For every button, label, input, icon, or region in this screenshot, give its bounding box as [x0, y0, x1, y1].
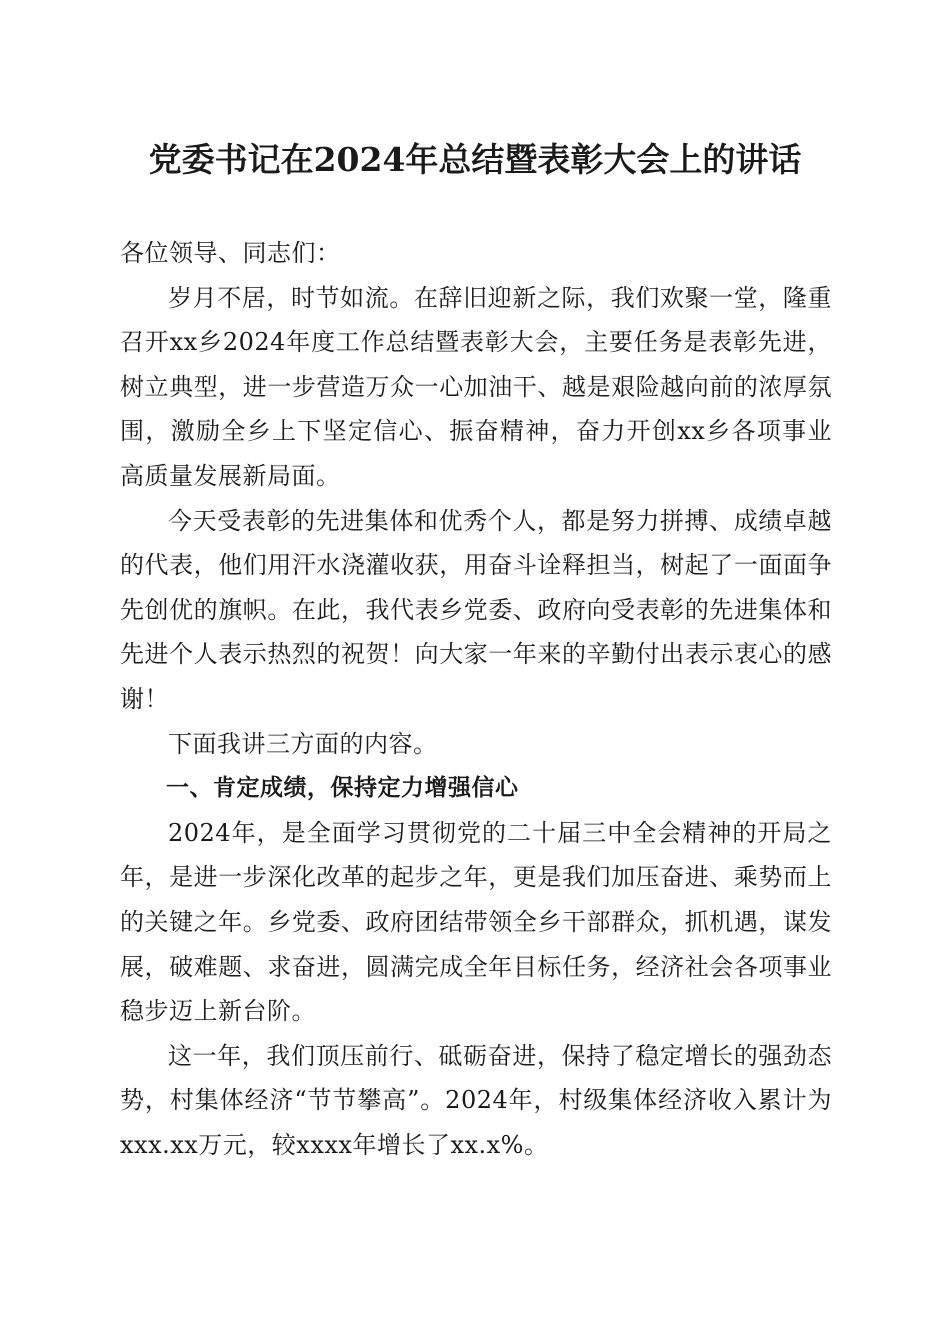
document-body	[120, 231, 832, 1167]
paragraph-commendation: 今天受表彰的先进集体和优秀个人，都是努力拼搏、成绩卓越的代表，他们用汗水浇灌收获，用奋斗诠释担当，树起了一面面争先创优的旗帜。在此，我代表乡党委、政府向受表彰的先进集体和先进个人表示热烈的祝贺！向大家一年来的辛勤付出表示衷心的感谢！	[120, 506, 832, 713]
paragraph-opening: 岁月不居，时节如流。在辞旧迎新之际，我们欢聚一堂，隆重召开xx乡2024年度工作总结暨表彰大会，主要任务是表彰先进，树立典型，进一步营造万众一心加油干、越是艰险越向前的浓厚氛围，激励全乡上下坚定信心、振奋精神，奋力开创xx乡各项事业高质量发展新局面。	[120, 283, 832, 490]
paragraph-outline: 下面我讲三方面的内容。	[168, 729, 438, 758]
section-heading: 一、肯定成绩，保持定力增强信心	[166, 775, 519, 802]
paragraph-section-intro: 2024年，是全面学习贯彻党的二十届三中全会精神的开局之年，是进一步深化改革的起步之年，更是我们加压奋进、乘势而上的关键之年。乡党委、政府团结带领全乡干部群众，抓机遇，谋发展，破难题、求奋进，圆满完成全年目标任务，经济社会各项事业稳步迈上新台阶。	[120, 818, 832, 1026]
document-title: 党委书记在2024年总结暨表彰大会上的讲话	[148, 140, 802, 179]
salutation: 各位领导、同志们：	[120, 239, 341, 267]
paragraph-section-economy: 这一年，我们顶压前行、砥砺奋进，保持了稳定增长的强劲态势，村集体经济“节节攀高”。2024年，村级集体经济收入累计为xxx.xx万元，较xxxx年增长了xx.x%。	[120, 1041, 832, 1159]
